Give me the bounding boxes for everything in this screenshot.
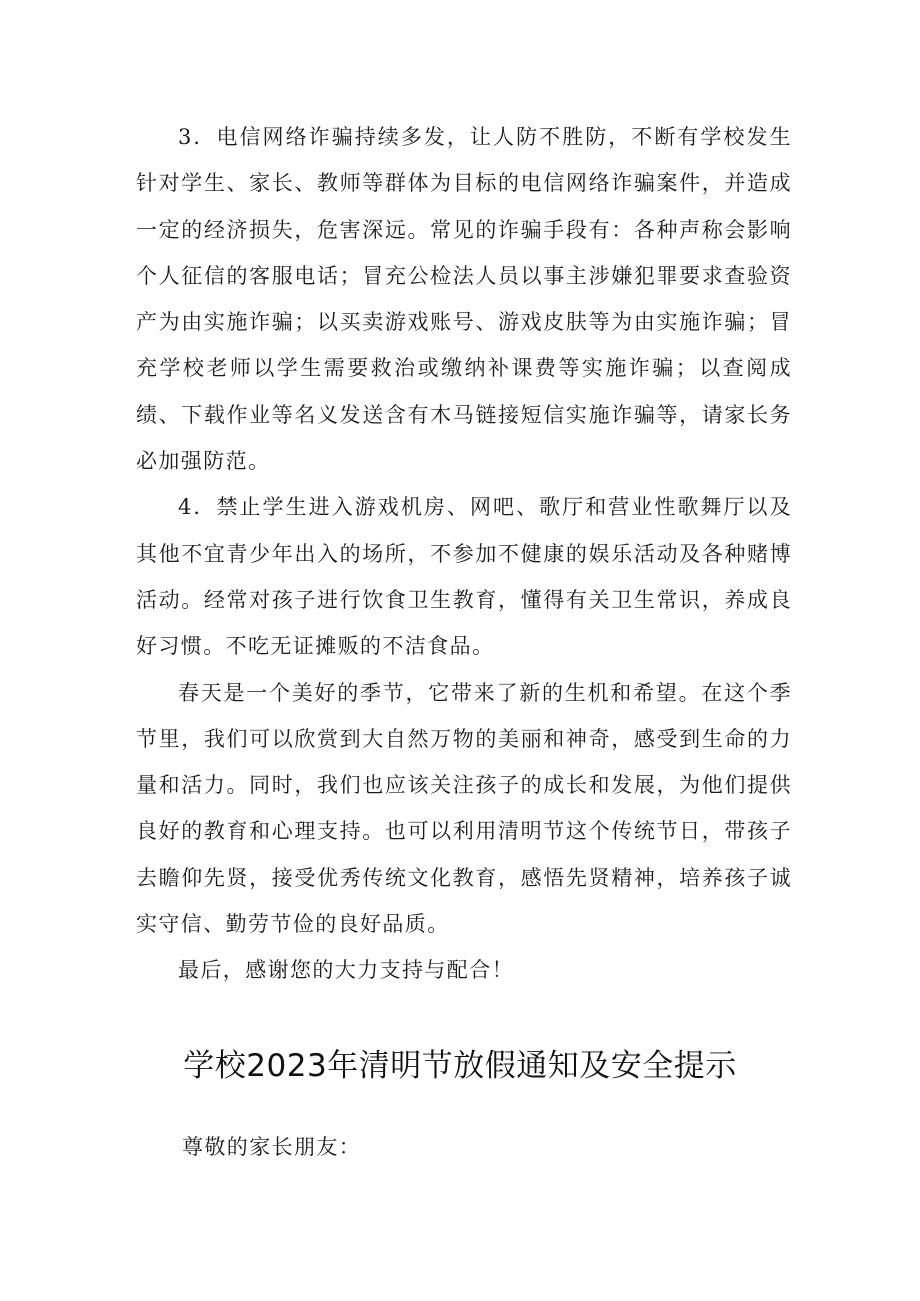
paragraph-venue-safety: 4．禁止学生进入游戏机房、网吧、歌厅和营业性歌舞厅以及其他不宜青少年出入的场所，不参加不健康的娱乐活动及各种赌博活动。经常对孩子进行饮食卫生教育，懂得有关卫生常识，养成良好习惯。不吃无证摊贩的不洁食品。 — [136, 495, 792, 659]
document-title: 学校2023年清明节放假通知及安全提示 — [183, 1048, 737, 1084]
salutation: 尊敬的家长朋友： — [182, 1135, 362, 1159]
paragraph-spring-message: 春天是一个美好的季节，它带来了新的生机和希望。在这个季节里，我们可以欣赏到大自然万物的美丽和神奇，感受到生命的力量和活力。同时，我们也应该关注孩子的成长和发展，为他们提供良好的教育和心理支持。也可以利用清明节这个传统节日，带孩子去瞻仰先贤，接受优秀传统文化教育，感悟先贤精神，培养孩子诚实守信、勤劳节俭的良好品质。 — [136, 680, 792, 937]
paragraph-thanks: 最后，感谢您的大力支持与配合！ — [178, 958, 514, 983]
body-text — [136, 114, 792, 994]
paragraph-fraud-warning: 3．电信网络诈骗持续多发，让人防不胜防，不断有学校发生针对学生、家长、教师等群体为目标的电信网络诈骗案件，并造成一定的经济损失，危害深远。常见的诈骗手段有：各种声称会影响个人征信的客服电话；冒充公检法人员以事主涉嫌犯罪要求查验资产为由实施诈骗；以买卖游戏账号、游戏皮肤等为由实施诈骗；冒充学校老师以学生需要救治或缴纳补课费等实施诈骗；以查阅成绩、下载作业等名义发送含有木马链接短信实施诈骗等，请家长务必加强防范。 — [136, 125, 792, 474]
